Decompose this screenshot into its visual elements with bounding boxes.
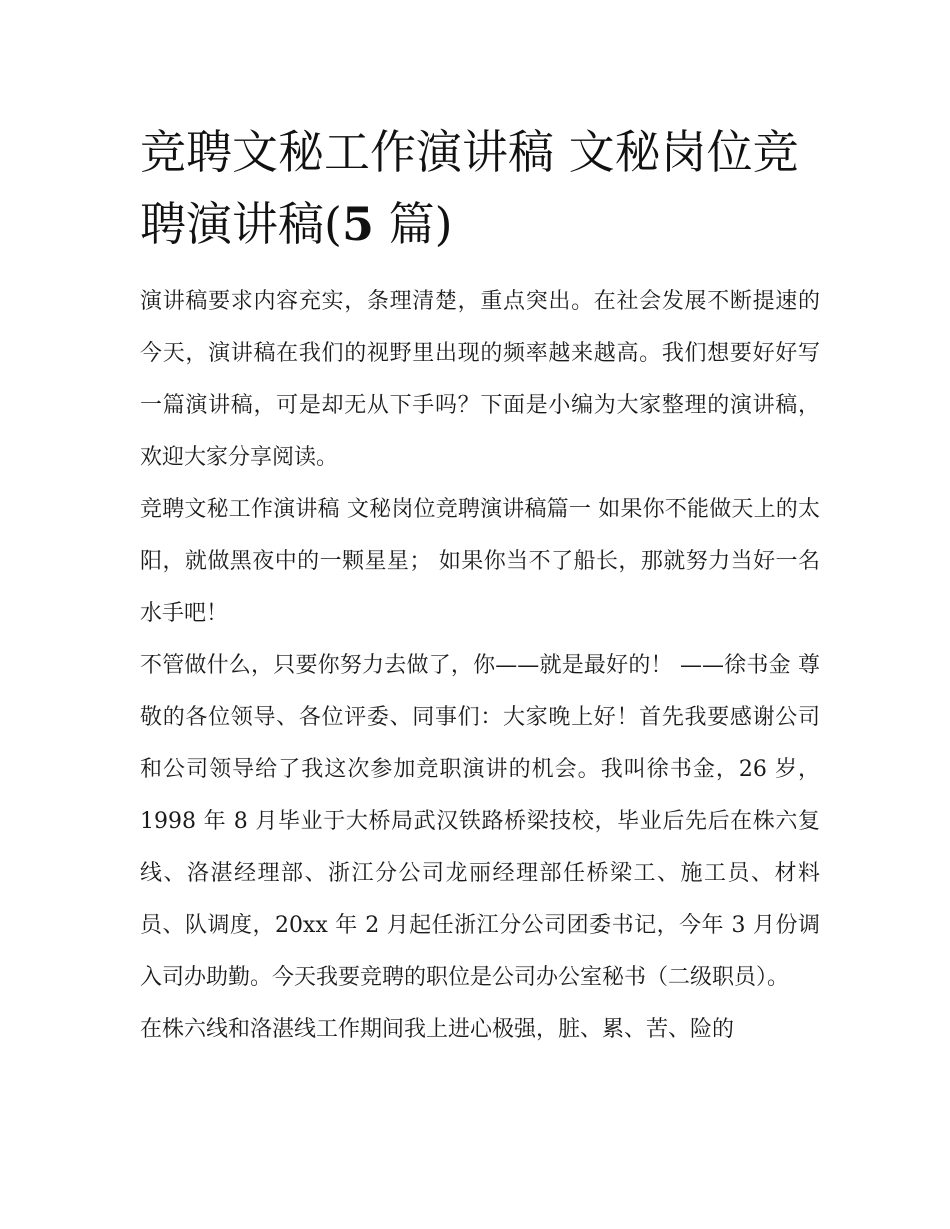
- title-text-part2: 篇): [373, 197, 453, 251]
- title-text-part1: 竞聘文秘工作演讲稿 文秘岗位竞聘演讲稿(: [140, 125, 799, 251]
- title-count: 5: [341, 197, 374, 251]
- document-body: [140, 276, 820, 1056]
- paragraph-self-introduction: 不管做什么，只要你努力去做了，你——就是最好的！ ——徐书金 尊敬的各位领导、各位评委、同事们：大家晚上好！首先我要感谢公司和公司领导给了我这次参加竞职演讲的机会。我叫徐书金，26 岁，1998 年 8 月毕业于大桥局武汉铁路桥梁技校，毕业后先后在株六复线、洛湛经理部、浙江分公司龙丽经理部任桥梁工、施工员、材料员、队调度，20xx 年 2 月起任浙江分公司团委书记，今年 3 月份调入司办助勤。今天我要竞聘的职位是公司办公室秘书（二级职员）。: [140, 653, 820, 990]
- paragraph-section-one: 竞聘文秘工作演讲稿 文秘岗位竞聘演讲稿篇一 如果你不能做天上的太阳，就做黑夜中的一颗星星； 如果你当不了船长，那就努力当好一名水手吧！: [140, 497, 820, 626]
- paragraph-intro: 演讲稿要求内容充实，条理清楚，重点突出。在社会发展不断提速的今天，演讲稿在我们的视野里出现的频率越来越高。我们想要好好写一篇演讲稿，可是却无从下手吗？下面是小编为大家整理的演讲稿，欢迎大家分享阅读。: [140, 289, 820, 470]
- document-title: [140, 116, 820, 260]
- paragraph-work-experience: 在株六线和洛湛线工作期间我上进心极强，脏、累、苦、险的: [140, 1017, 735, 1042]
